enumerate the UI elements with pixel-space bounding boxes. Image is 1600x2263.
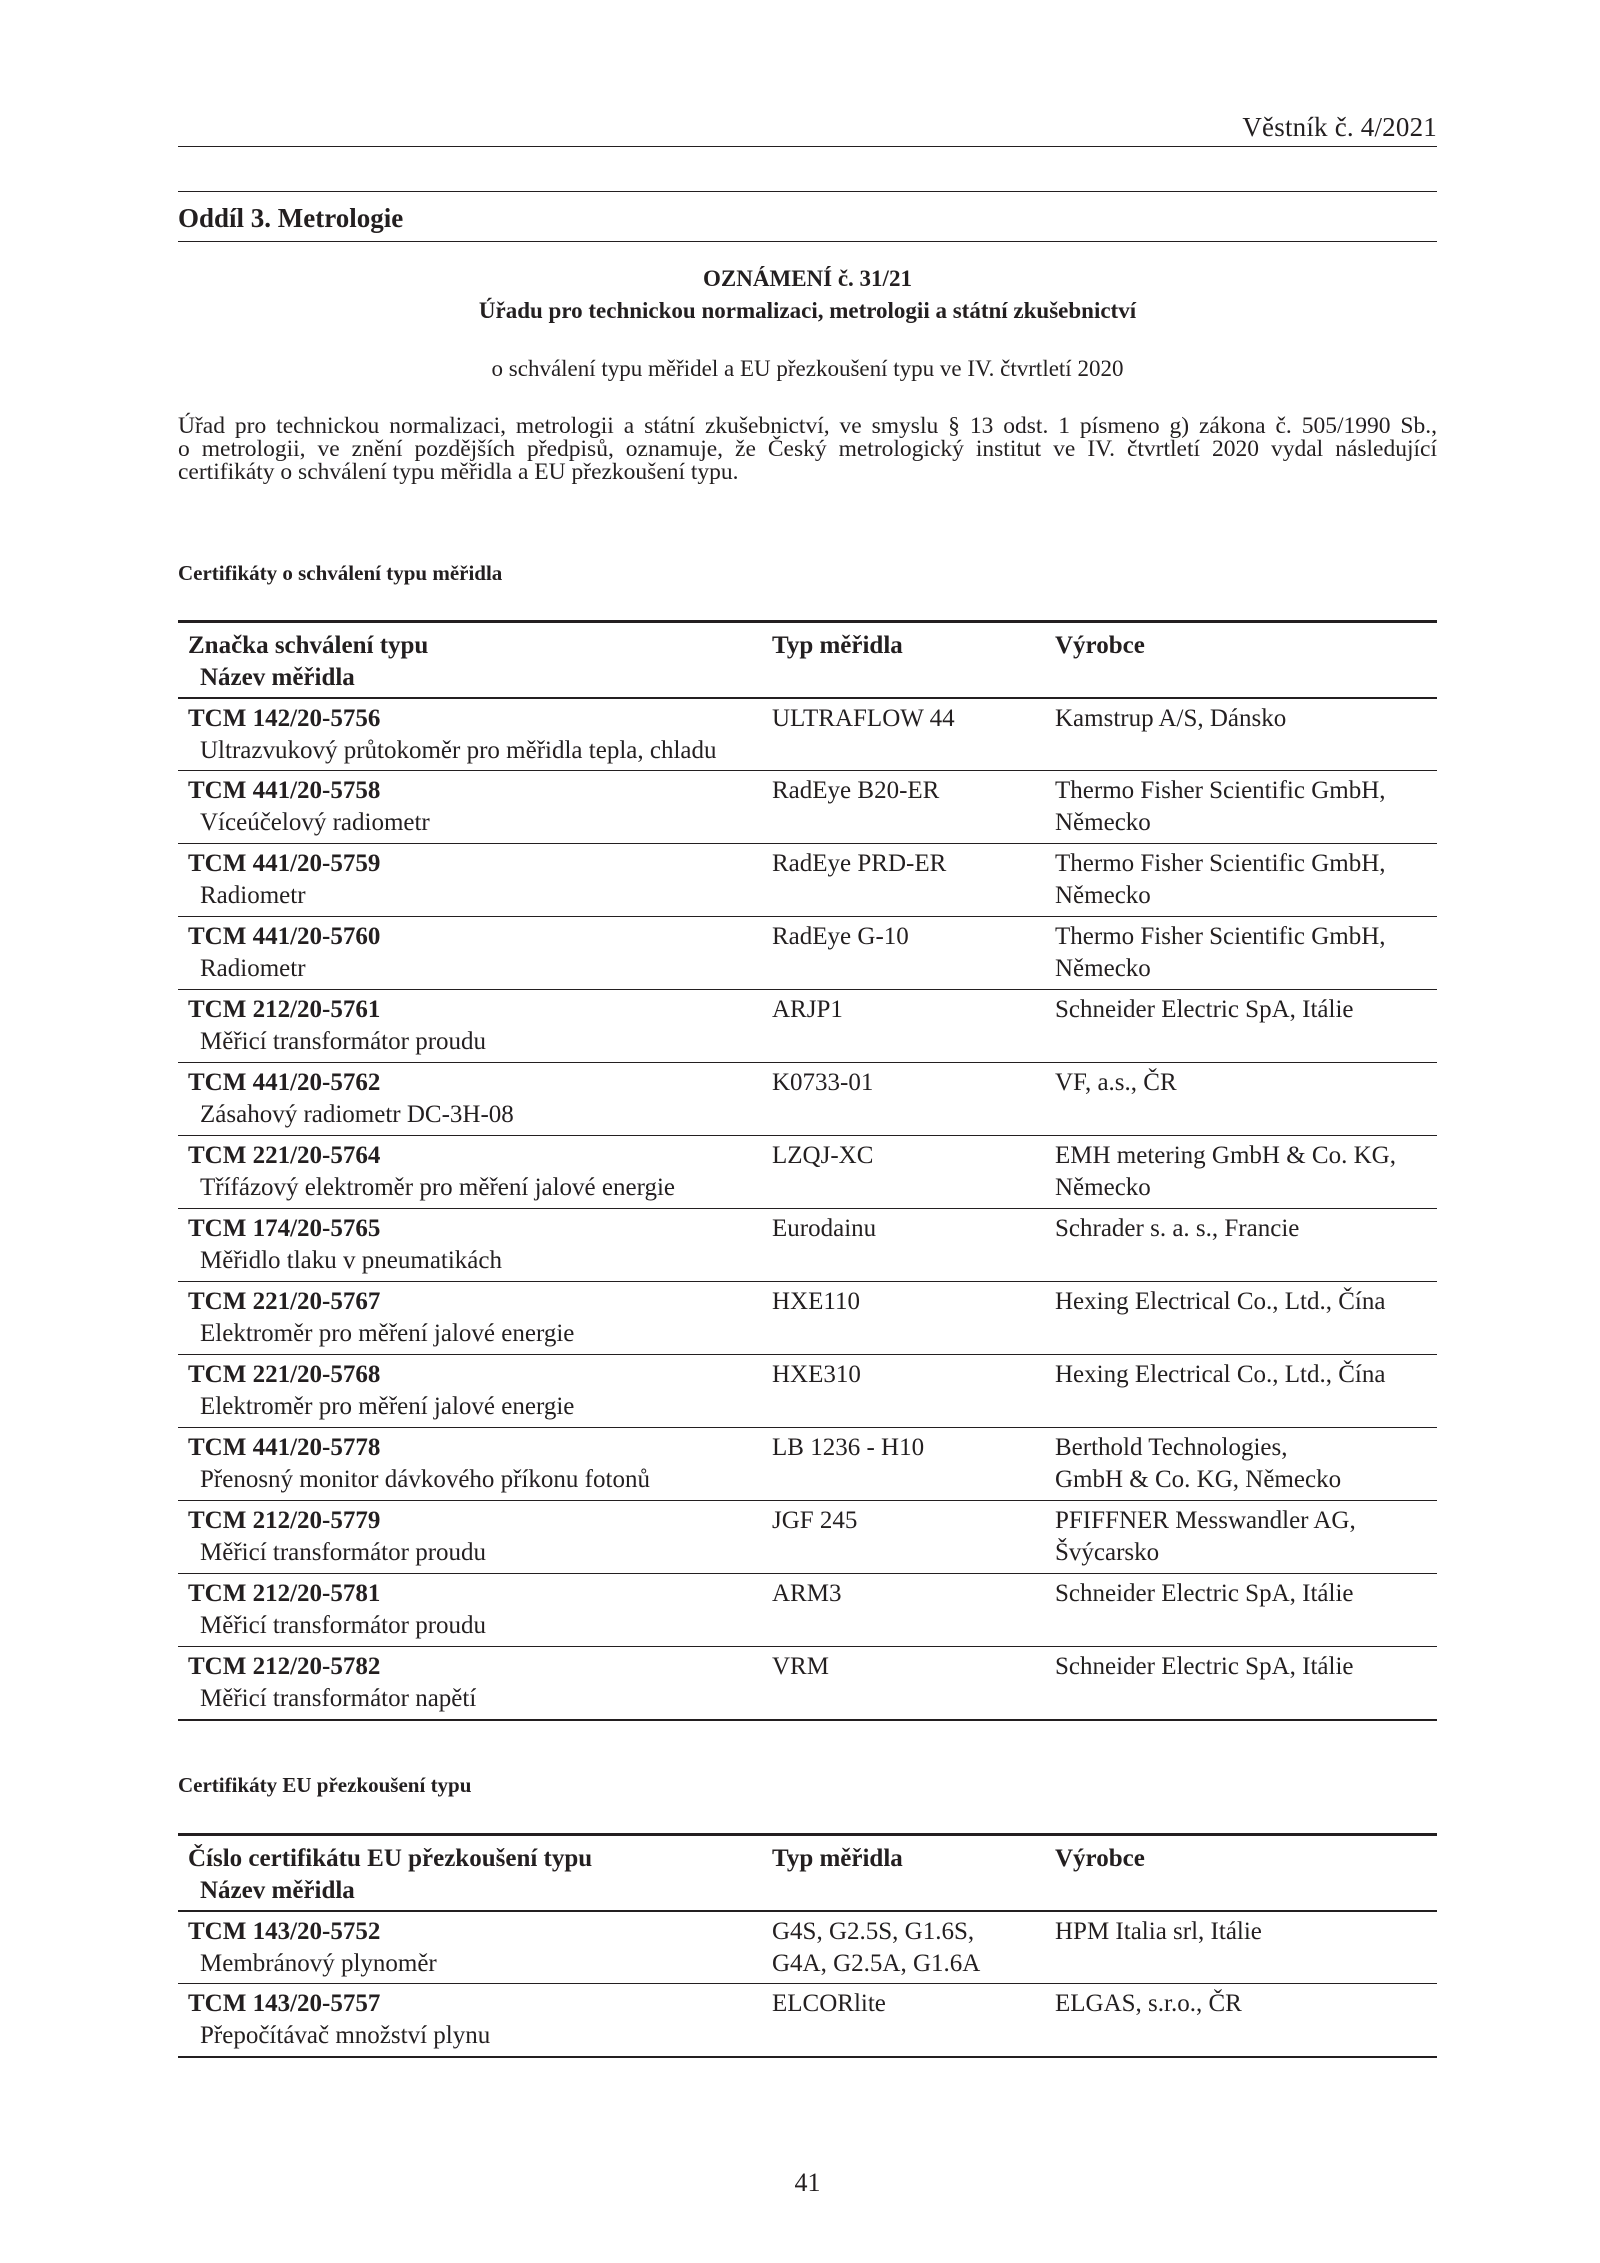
table-row [178, 1282, 1437, 1355]
cell-type [762, 771, 1045, 844]
cell-manufacturer [1045, 1501, 1437, 1574]
manufacturer: Kamstrup A/S, Dánsko [1055, 704, 1287, 732]
certificate-number: TCM 441/20-5778 [188, 1434, 381, 1461]
cell-certificate [178, 990, 762, 1063]
instrument-type: RadEye B20-ER [772, 777, 940, 804]
manufacturer: EMH metering GmbH & Co. KG, [1055, 1142, 1396, 1169]
manufacturer: Schrader s. a. s., Francie [1055, 1215, 1300, 1242]
manufacturer: Berthold Technologies, [1055, 1434, 1288, 1461]
cell-certificate [178, 1428, 762, 1501]
cell-manufacturer [1045, 844, 1437, 917]
manufacturer: Hexing Electrical Co., Ltd., Čína [1055, 1361, 1386, 1388]
instrument-name: Ultrazvukový průtokoměr pro měřidla tepla, chladu [200, 736, 717, 764]
certificate-number: TCM 212/20-5782 [188, 1653, 381, 1680]
instrument-name: Membránový plynoměr [200, 1949, 437, 1977]
instrument-type: G4S, G2.5S, G1.6S, [772, 1917, 975, 1945]
intro-line: certifikáty o schválení typu měřidla a EU přezkoušení typu. [178, 459, 739, 485]
cell-manufacturer [1045, 1209, 1437, 1282]
table-row [178, 990, 1437, 1063]
cell-manufacturer [1045, 1911, 1437, 1984]
cell-type [762, 1063, 1045, 1136]
cell-type [762, 1911, 1045, 1984]
instrument-name: Radiometr [200, 955, 306, 982]
instrument-type: VRM [772, 1653, 829, 1680]
cell-type [762, 1647, 1045, 1720]
table-row [178, 1984, 1437, 2057]
cell-manufacturer [1045, 1355, 1437, 1428]
manufacturer: Německo [1055, 1174, 1151, 1201]
cell-type [762, 1355, 1045, 1428]
instrument-type: G4A, G2.5A, G1.6A [772, 1949, 981, 1977]
manufacturer: Německo [1055, 809, 1151, 836]
table-row [178, 698, 1437, 771]
cell-manufacturer [1045, 698, 1437, 771]
cell-manufacturer [1045, 1428, 1437, 1501]
certificate-number: TCM 441/20-5759 [188, 850, 381, 877]
table-row [178, 1428, 1437, 1501]
instrument-name: Měřicí transformátor proudu [200, 1612, 487, 1639]
cell-certificate [178, 917, 762, 990]
cell-certificate [178, 1355, 762, 1428]
certificate-number: TCM 221/20-5767 [188, 1288, 381, 1315]
certificate-number: TCM 174/20-5765 [188, 1215, 381, 1242]
manufacturer: Schneider Electric SpA, Itálie [1055, 996, 1354, 1023]
certificate-number: TCM 221/20-5768 [188, 1361, 381, 1388]
instrument-name: Radiometr [200, 882, 306, 909]
manufacturer: Hexing Electrical Co., Ltd., Čína [1055, 1288, 1386, 1315]
section-title: Oddíl 3. Metrologie [178, 203, 404, 233]
instrument-name: Elektroměr pro měření jalové energie [200, 1393, 575, 1420]
cell-manufacturer [1045, 1136, 1437, 1209]
manufacturer: Švýcarsko [1055, 1539, 1160, 1566]
instrument-name: Třífázový elektroměr pro měření jalové energie [200, 1174, 676, 1201]
cell-type [762, 1136, 1045, 1209]
instrument-type: Eurodainu [772, 1215, 877, 1242]
cell-manufacturer [1045, 1574, 1437, 1647]
certificate-number: TCM 441/20-5762 [188, 1069, 381, 1096]
manufacturer: GmbH & Co. KG, Německo [1055, 1466, 1342, 1493]
manufacturer: VF, a.s., ČR [1055, 1069, 1177, 1096]
table-row [178, 771, 1437, 844]
column-header-manufacturer: Výrobce [1055, 632, 1145, 659]
certificate-number: TCM 441/20-5758 [188, 777, 381, 804]
manufacturer: Thermo Fisher Scientific GmbH, [1055, 850, 1386, 877]
table-row [178, 1911, 1437, 1984]
certificate-number: TCM 143/20-5752 [188, 1917, 381, 1945]
column-header-sublabel: Název měřidla [200, 1877, 355, 1904]
intro-paragraph [178, 415, 1437, 484]
notice-subject: o schválení typu měřidel a EU přezkoušení typu ve IV. čtvrtletí 2020 [491, 356, 1124, 381]
cell-certificate [178, 1501, 762, 1574]
instrument-type: RadEye G-10 [772, 923, 909, 950]
table-header-row [178, 1835, 1437, 1911]
manufacturer: Německo [1055, 955, 1151, 982]
cell-certificate [178, 1984, 762, 2057]
instrument-name: Elektroměr pro měření jalové energie [200, 1320, 575, 1347]
table-header-row [178, 622, 1437, 698]
section-rule-top [178, 191, 1437, 192]
column-header-manufacturer: Výrobce [1055, 1845, 1145, 1872]
certificate-number: TCM 441/20-5760 [188, 923, 381, 950]
cell-type [762, 990, 1045, 1063]
cell-certificate [178, 1209, 762, 1282]
cell-manufacturer [1045, 1282, 1437, 1355]
cell-certificate [178, 844, 762, 917]
cell-type [762, 698, 1045, 771]
column-header-type: Typ měřidla [772, 632, 903, 659]
certificate-number: TCM 143/20-5757 [188, 1990, 381, 2017]
instrument-name: Zásahový radiometr DC-3H-08 [200, 1101, 514, 1128]
intro-line: o metrologii, ve znění pozdějších předpisů, oznamuje, že Český metrologický institut ve IV. čtvrtletí 2020 vydal následující [178, 436, 1437, 462]
cell-certificate [178, 1136, 762, 1209]
cell-type [762, 1428, 1045, 1501]
instrument-name: Měřicí transformátor proudu [200, 1028, 487, 1055]
certificate-number: TCM 212/20-5779 [188, 1507, 381, 1534]
type-approval-table [178, 620, 1437, 1721]
cell-type [762, 1282, 1045, 1355]
type-approval-heading: Certifikáty o schválení typu měřidla [178, 561, 503, 585]
certificate-number: TCM 221/20-5764 [188, 1142, 381, 1169]
instrument-type: HXE110 [772, 1288, 860, 1315]
column-header-label: Značka schválení typu [188, 632, 429, 659]
table-row [178, 1574, 1437, 1647]
instrument-type: JGF 245 [772, 1507, 858, 1534]
column-header-label: Číslo certifikátu EU přezkoušení typu [188, 1845, 593, 1872]
certificate-number: TCM 212/20-5761 [188, 996, 381, 1023]
certificate-number: TCM 142/20-5756 [188, 704, 381, 732]
column-header-certificate-number [178, 1835, 762, 1911]
section-rule-bottom [178, 241, 1437, 242]
table-row [178, 1501, 1437, 1574]
instrument-type: ELCORlite [772, 1990, 886, 2017]
instrument-type: LB 1236 - H10 [772, 1434, 925, 1461]
table-row [178, 1647, 1437, 1720]
cell-type [762, 917, 1045, 990]
notice-issuer: Úřadu pro technickou normalizaci, metrologii a státní zkušebnictví [478, 298, 1137, 323]
document-page [178, 0, 1437, 2263]
cell-certificate [178, 1911, 762, 1984]
instrument-type: K0733-01 [772, 1069, 874, 1096]
cell-manufacturer [1045, 990, 1437, 1063]
instrument-type: ULTRAFLOW 44 [772, 704, 955, 732]
cell-manufacturer [1045, 1984, 1437, 2057]
certificate-number: TCM 212/20-5781 [188, 1580, 381, 1607]
instrument-type: RadEye PRD-ER [772, 850, 947, 877]
table-row [178, 1136, 1437, 1209]
table-row [178, 1209, 1437, 1282]
cell-type [762, 1209, 1045, 1282]
header-rule [178, 146, 1437, 147]
instrument-name: Měřicí transformátor napětí [200, 1685, 477, 1712]
page-number: 41 [794, 2168, 821, 2197]
cell-type [762, 1984, 1045, 2057]
manufacturer: Thermo Fisher Scientific GmbH, [1055, 923, 1386, 950]
notice-title: OZNÁMENÍ č. 31/21 [703, 266, 912, 291]
table-row [178, 844, 1437, 917]
cell-certificate [178, 698, 762, 771]
column-header-approval-mark [178, 622, 762, 698]
manufacturer: Schneider Electric SpA, Itálie [1055, 1580, 1354, 1607]
instrument-name: Měřidlo tlaku v pneumatikách [200, 1247, 503, 1274]
manufacturer: Schneider Electric SpA, Itálie [1055, 1653, 1354, 1680]
cell-certificate [178, 1574, 762, 1647]
eu-examination-table [178, 1833, 1437, 2058]
eu-examination-heading: Certifikáty EU přezkoušení typu [178, 1773, 472, 1797]
column-header-type: Typ měřidla [772, 1845, 903, 1872]
cell-certificate [178, 1282, 762, 1355]
column-header-sublabel: Název měřidla [200, 664, 355, 691]
cell-manufacturer [1045, 771, 1437, 844]
cell-certificate [178, 1063, 762, 1136]
instrument-type: HXE310 [772, 1361, 861, 1388]
cell-certificate [178, 1647, 762, 1720]
instrument-name: Přepočítávač množství plynu [200, 2022, 491, 2049]
manufacturer: HPM Italia srl, Itálie [1055, 1917, 1262, 1945]
cell-type [762, 1574, 1045, 1647]
instrument-type: LZQJ-XC [772, 1142, 874, 1169]
table-row [178, 917, 1437, 990]
instrument-name: Měřicí transformátor proudu [200, 1539, 487, 1566]
cell-manufacturer [1045, 1647, 1437, 1720]
table-row [178, 1355, 1437, 1428]
intro-line: Úřad pro technickou normalizaci, metrologii a státní zkušebnictví, ve smyslu § 13 odst. 1 písmeno g) zákona č. 505/1990 Sb., [178, 413, 1437, 439]
manufacturer: Německo [1055, 882, 1151, 909]
instrument-type: ARJP1 [772, 996, 843, 1023]
running-head: Věstník č. 4/2021 [1242, 112, 1437, 142]
manufacturer: Thermo Fisher Scientific GmbH, [1055, 777, 1386, 804]
manufacturer: PFIFFNER Messwandler AG, [1055, 1507, 1356, 1534]
table-row [178, 1063, 1437, 1136]
cell-type [762, 844, 1045, 917]
instrument-type: ARM3 [772, 1580, 842, 1607]
instrument-name: Přenosný monitor dávkového příkonu fotonů [200, 1466, 650, 1493]
manufacturer: ELGAS, s.r.o., ČR [1055, 1990, 1242, 2017]
cell-type [762, 1501, 1045, 1574]
instrument-name: Víceúčelový radiometr [200, 809, 430, 836]
cell-manufacturer [1045, 1063, 1437, 1136]
cell-manufacturer [1045, 917, 1437, 990]
cell-certificate [178, 771, 762, 844]
